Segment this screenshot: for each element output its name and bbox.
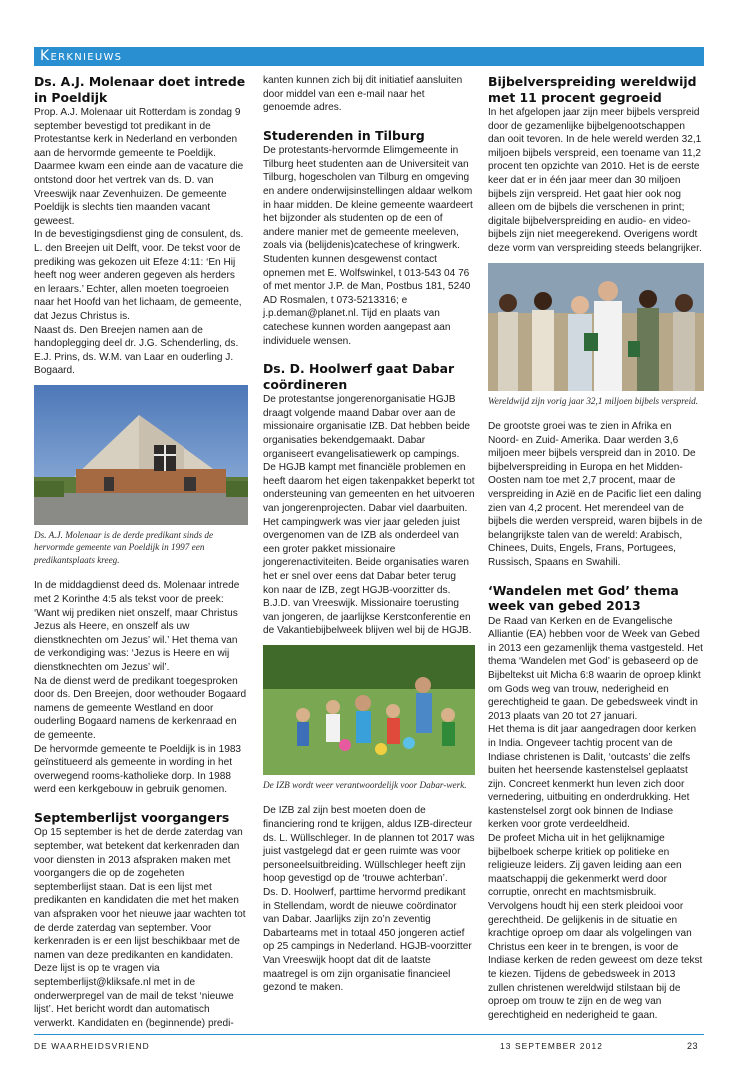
issue-date: 13 SEPTEMBER 2012 <box>500 1041 603 1051</box>
paragraph: In het afgelopen jaar zijn meer bijbels verspreid door de gezamenlijke bijbelgenootschappen dan ooit tevoren. In de hele wereld werden 32,1 miljoen bijbels verspreid, een toename van 11,2 procent ten opzichte van 2010. Het is de eerste keer dat er in één jaar meer dan 30 miljoen bijbels zijn verspreid. Het gaat hier ook nog alleen om de bijbels die verschenen in print; digitale bijbelverspreiding en audio- en video-bijbels zijn niet meegerekend. Overigens wordt deze vorm van verspreiding steeds belangrijker. <box>488 107 702 254</box>
column-3 <box>488 74 704 1022</box>
church-photo <box>34 385 248 525</box>
paragraph: Het campingwerk was vier jaar geleden juist overgenomen van de IZB als onderdeel van een groter pakket missionaire jongerenactiviteiten. Beide organisaties waren het er snel over eens dat Dabar beter terug kon naar de IZB, zegt HGJB-voorzitter ds. B.J.D. van Vreeswijk. Missionaire toerusting van jongeren, de jaarlijkse Kerstconferentie en de Vakantiebijbelweek blijven wel bij de HGJB. <box>263 516 472 637</box>
column-1 <box>34 74 248 1030</box>
article-title-septemberlijst: Septemberlijst voorgangers <box>34 809 230 825</box>
photo-caption: De IZB wordt weer verantwoordelijk voor Dabar-werk. <box>263 779 467 790</box>
photo-caption: Ds. A.J. Molenaar is de derde predikant sinds de hervormde gemeente van Poeldijk in 1997 een predikantsplaats kreeg. <box>34 529 214 565</box>
paragraph: De grootste groei was te zien in Afrika en Noord- en Zuid- Amerika. Daar werden 3,6 miljoen meer bijbels verspreid dan in 2010. De bijbelverspreiding in Europa en het Midden-Oosten nam toe met 2,7 procent, maar de verspreiding in Azië en de Pacific liet een daling zien van 4,2 procent. Het merendeel van de bijbels die werden verspreid, waren bijbels in de belangrijkste talen van de wereld: Arabisch, Chinees, Duits, Engels, Frans, Portugees, Russisch, Spaans en Swahili. <box>488 421 703 568</box>
article-title-tilburg: Studerenden in Tilburg <box>263 127 425 143</box>
paragraph: kanten kunnen zich bij dit initiatief aansluiten door middel van een e-mail naar het genoemde adres. <box>263 75 463 114</box>
paragraph: Ds. D. Hoolwerf, parttime hervormd predikant in Stellendam, wordt de nieuwe coördinator van Dabar. Jaarlijks zijn zo’n zeventig Dabarteams met in totaal 450 jongeren actief op 25 campings in Nederland. HGJB-voorzitter Van Vreeswijk hoopt dat dit de laatste maatregel is om zijn organisatie financieel gezond te maken. <box>263 886 472 994</box>
column-2 <box>263 74 475 995</box>
paragraph: De protestants-hervormde Elimgemeente in Tilburg heet studenten aan de Universiteit van Tilburg, hogescholen van Tilburg en omgeving en andere onderwijsinstellingen aldaar welkom in haar midden. De kleine gemeente waardeert het bijzonder als studenten op de een of andere manier met de gemeente meeleven, zoals via (belijdenis)catechese of kringwerk. Studenten kunnen desgewenst contact opnemen met E. Wolfswinkel, t 013-543 04 76 of met mentor J.P. de Man, Postbus 181, 5240 AD Rosmalen, t 073-5213316; e j.p.deman@planet.nl. Tijd en plaats van catechese kunnen worden aangepast aan individuele wensen. <box>263 145 473 347</box>
paragraph: De Raad van Kerken en de Evangelische Alliantie (EA) hebben voor de Week van Gebed in 2013 een gezamenlijk thema vastgesteld. Het thema ‘Wandelen met God’ is gebaseerd op de Bijbeltekst uit Micha 6:8 waarin de oproep klinkt om Gods weg van trouw, nederigheid en gerechtigheid te gaan. De gebedsweek vindt in 2013 plaats van 20 tot 27 januari. <box>488 615 703 722</box>
paragraph: Naast ds. Den Breejen namen aan de handoplegging deel dr. J.G. Schenderling, ds. E.J. Prins, ds. W.M. van Laar en ouderling J. Bogaard. <box>34 324 239 377</box>
article-title-wandelen-met-god: ‘Wandelen met God’ thema week van gebed 2013 <box>488 582 679 614</box>
article-title-bijbelverspreiding: Bijbelverspreiding wereldwijd met 11 procent gegroeid <box>488 74 697 105</box>
paragraph: De hervormde gemeente te Poeldijk is in 1983 geïnstitueerd als gemeente in wording in het overwegend rooms-katholieke dorp. In 1988 werd een kerkgebouw in gebruik genomen. <box>34 743 242 796</box>
paragraph: Prop. A.J. Molenaar uit Rotterdam is zondag 9 september bevestigd tot predikant in de Protestantse kerk in Nederland en verbonden aan de hervormde gemeente te Poeldijk. Daarmee kwam een einde aan de vacature die ontstond door het vertrek van ds. D. van Vreeswijk naar Zevenhuizen. De gemeente Poeldijk is slechts tien maanden vacant geweest. <box>34 107 244 227</box>
paragraph: De IZB zal zijn best moeten doen de financiering rond te krijgen, aldus IZB-directeur ds. L. Wüllschleger. In de plannen tot 2017 was juist vastgelegd dat er geen ruimte was voor personeelsuitbreiding. Wüllschleger heeft zijn hoop gevestigd op de ‘trouwe achterban’. <box>263 805 475 885</box>
paragraph: De protestantse jongerenorganisatie HGJB draagt volgende maand Dabar over aan de missionaire organisatie IZB. Dat hebben beide organisaties bekendgemaakt. Dabar organiseert evangelisatiewerk op campings. <box>263 394 471 460</box>
photo-caption: Wereldwijd zijn vorig jaar 32,1 miljoen bijbels verspreid. <box>488 395 699 406</box>
section-banner: Kerknieuws <box>34 47 704 66</box>
paragraph: De profeet Micha uit in het gelijknamige bijbelboek scherpe kritiek op politieke en religieuze leiders. Zij gaven leiding aan een maatschappij die gekenmerkt werd door corruptie, onrecht en machtsmisbruik. Vervolgens houdt hij een sterk pleidooi voor gerechtheid. De gelijkenis in de situatie en krachtige oproep om daar als volgelingen van Christus een keer in te brengen, is voor de Indiase kerken de reden geweest om deze tekst te kiezen. Tijdens de gebedsweek in 2013 zullen christenen wereldwijd stilstaan bij de oproep om trouw te zijn en de weg van gerechtigheid en nederigheid te gaan. <box>488 833 703 1021</box>
bible-distribution-photo <box>488 263 704 391</box>
paragraph: In de bevestigingsdienst ging de consulent, ds. L. den Breejen uit Delft, voor. De tekst voor de prediking was gekozen uit Efeze 4:11: ‘En Hij heeft nog weer anderen gegeven als herders en leraars.’ Echter, allen moeten toegroeien naar het Hoofd van het lichaam, de gemeente, dat Jezus Christus is. <box>34 229 244 322</box>
page-number: 23 <box>687 1041 699 1051</box>
publication-name: DE WAARHEIDSVRIEND <box>34 1041 150 1051</box>
paragraph: Na de dienst werd de predikant toegesproken door ds. Den Breejen, door wethouder Bogaard namens de gemeente Westland en door ouderling Bogaard namens de kerkenraad en de gemeente. <box>34 675 247 741</box>
paragraph: In de middagdienst deed ds. Molenaar intrede met 2 Korinthe 4:5 als tekst voor de preek: ‘Want wij prediken niet onszelf, maar Christus Jezus als Heere, en onszelf als uw dienstknechten om Jezus’ wil.’ Het thema van de verkondiging was: ‘Jezus is Heere en wij dienstknechten om Jezus’ wil’. <box>34 580 240 673</box>
paragraph: De HGJB kampt met financiële problemen en heeft daarom het eigen takenpakket beperkt tot ondersteuning van gemeenten en het uitvoeren van jongerenprojecten. Dabar viel daarbuiten. <box>263 462 475 514</box>
children-playing-photo <box>263 645 475 775</box>
footer-divider <box>34 1034 704 1035</box>
paragraph: Het thema is dit jaar aangedragen door kerken in India. Ongeveer tachtig procent van de Indiase christenen is Dalit, ‘outcasts’ die zelfs buiten het heersende kastenstelsel geplaatst zijn. Concreet kenmerkt hun leven zich door vernedering, uitbuiting en onderdrukking. Het kastenstelsel zorgt ook binnen de Indiase kerken voor grote verdeeldheid. <box>488 724 697 831</box>
article-title-dabar: Ds. D. Hoolwerf gaat Dabar coördineren <box>263 361 455 392</box>
article-title-molenaar: Ds. A.J. Molenaar doet intrede in Poeldijk <box>34 74 246 105</box>
paragraph: Op 15 september is het de derde zaterdag van september, wat betekent dat kerkenraden dan voor diensten in 2013 afspraken maken met voorgangers die op de zogeheten septemberlijst staan. Dat is een lijst met predikanten en kandidaten die met het maken van afspraken voor het nieuwe jaar wachten tot de derde zaterdag van september. Voor kerkenraden is er een lijst beschikbaar met de namen van deze predikanten en kandidaten. Deze lijst is op te vragen via septemberlijst@kliksafe.nl met in de onderwerpregel van de mail de tekst ‘nieuwe lijst’. Het bericht wordt dan automatisch verwerkt. Kandidaten en (beginnende) predi- <box>34 827 246 1029</box>
